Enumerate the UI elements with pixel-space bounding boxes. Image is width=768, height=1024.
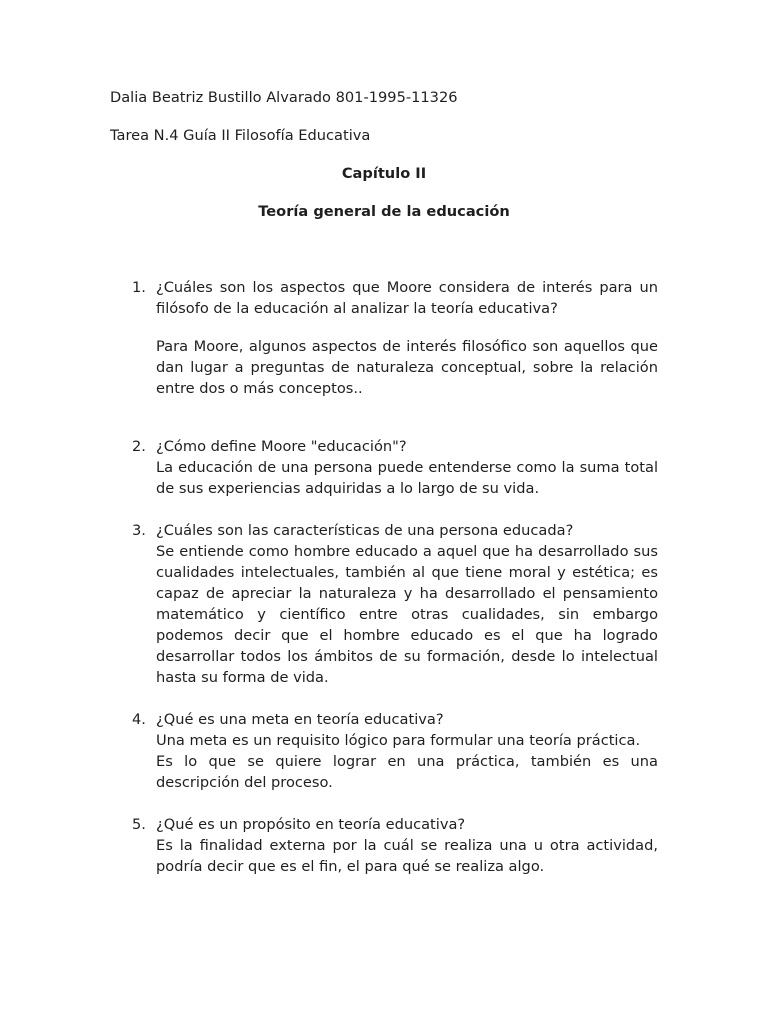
question-text: ¿Qué es un propósito en teoría educativa? [156,816,466,833]
item-number: 5. [132,816,146,833]
question-text: ¿Cuáles son las características de una persona educada? [156,522,574,539]
author-line: Dalia Beatriz Bustillo Alvarado 801-1995-11326 [110,89,458,106]
item-number: 1. [132,279,146,296]
answer-text-extra: Es lo que se quiere lograr en una práctica, también es una descripción del proceso. [156,753,658,791]
task-line: Tarea N.4 Guía II Filosofía Educativa [110,127,371,144]
chapter-heading: Capítulo II [341,165,427,182]
list-item-4 [110,709,658,793]
question-text: ¿Cómo define Moore "educación"? [156,438,407,455]
answer-text: Una meta es un requisito lógico para formular una teoría práctica. [156,732,641,749]
answer-text: Se entiende como hombre educado a aquel que ha desarrollado sus cualidades intelectuales, también al que tiene moral y estética; es capaz de apreciar la naturaleza y ha desarrollado el pensamiento matemático y científico entre otras cualidades, sin embargo podemos decir que el hombre educado es el que ha logrado desarrollar todos los ámbitos de su formación, desde lo intelectual hasta su forma de vida. [156,543,658,686]
list-item-1 [110,277,658,399]
question-text: ¿Qué es una meta en teoría educativa? [156,711,444,728]
item-number: 3. [132,522,146,539]
list-item-3 [110,520,658,688]
document-title: Teoría general de la educación [258,203,510,220]
list-item-5 [110,814,658,877]
answer-text: La educación de una persona puede entenderse como la suma total de sus experiencias adquiridas a lo largo de su vida. [156,459,658,497]
item-number: 2. [132,438,146,455]
question-text: ¿Cuáles son los aspectos que Moore considera de interés para un filósofo de la educación al analizar la teoría educativa? [156,279,658,317]
list-item-2 [110,436,658,499]
answer-text: Para Moore, algunos aspectos de interés filosófico son aquellos que dan lugar a preguntas de naturaleza conceptual, sobre la relación entre dos o más conceptos.. [156,338,658,397]
answer-text: Es la finalidad externa por la cuál se realiza una u otra actividad, podría decir que es el fin, el para qué se realiza algo. [156,837,658,875]
item-number: 4. [132,711,146,728]
